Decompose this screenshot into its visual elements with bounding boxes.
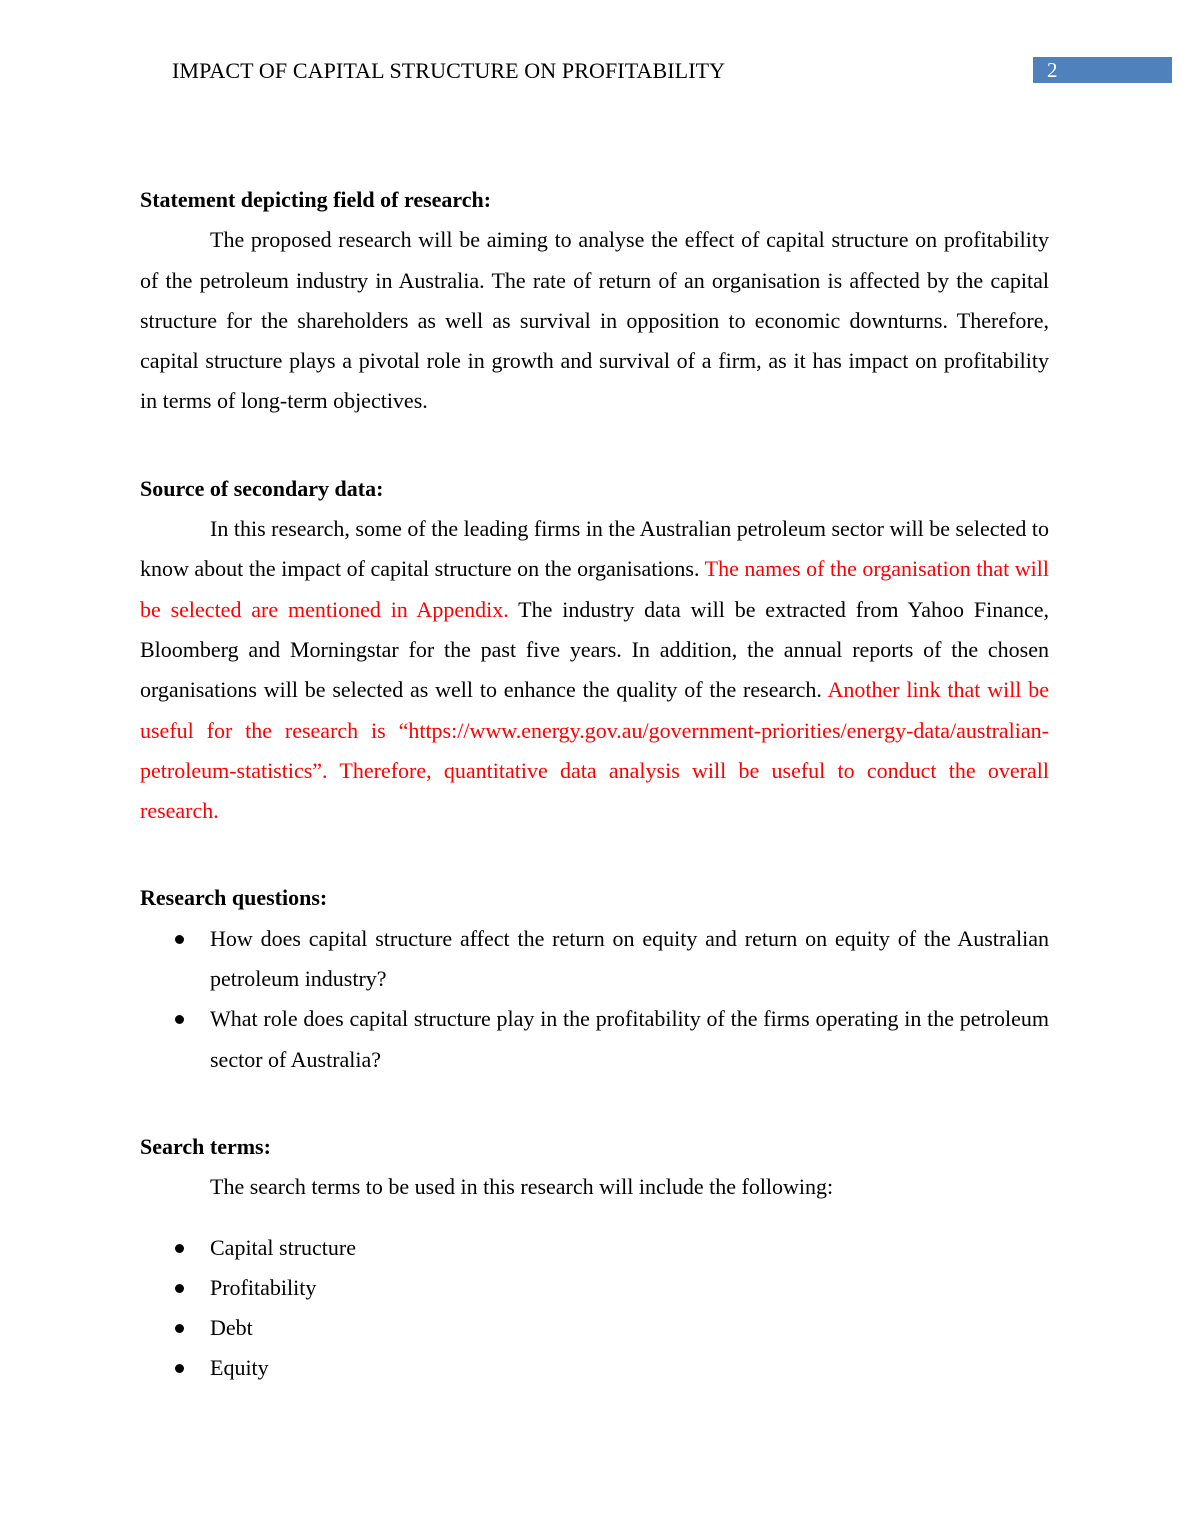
search-term-item bbox=[140, 1268, 1049, 1308]
secondary-data-text-3: The industry data will be extracted from Yahoo Finance, Bloomberg and Morningstar for the past five years. In addition, the annual reports of the chosen organisations will be selected as well to enhance the quality of the research. bbox=[140, 596, 1049, 703]
section-spacer bbox=[140, 831, 1049, 878]
research-questions-heading: Research questions: bbox=[140, 885, 328, 911]
bullet-icon bbox=[175, 935, 184, 944]
research-question-item bbox=[140, 999, 1049, 1080]
research-question-text: How does capital structure affect the return on equity and return on equity of the Australian petroleum industry? bbox=[210, 925, 1049, 992]
search-term-item bbox=[140, 1308, 1049, 1348]
bullet-icon bbox=[175, 1015, 184, 1024]
secondary-data-link-note: Another link that will be useful for the research is “https://www.energy.gov.au/government-priorities/energy-data/australian-petroleum-statistics”. Therefore, quantitative data analysis will be useful to conduct the overall research. bbox=[140, 677, 1049, 824]
document-body bbox=[140, 180, 1049, 1389]
section-spacer bbox=[140, 1080, 1049, 1127]
research-question-text: What role does capital structure play in the profitability of the firms operating in the petroleum sector of Australia? bbox=[210, 1006, 1049, 1072]
field-of-research-paragraph: The proposed research will be aiming to analyse the effect of capital structure on profitability of the petroleum industry in Australia. The rate of return of an organisation is affected by the capital structure for the shareholders as well as survival in opposition to economic downturns. Therefore, capital structure plays a pivotal role in growth and survival of a firm, as it has impact on profitability in terms of long-term objectives. bbox=[140, 227, 1049, 414]
bullet-icon bbox=[175, 1364, 184, 1373]
secondary-data-appendix-note: The names of the organisation that will be selected are mentioned in Appendix. bbox=[140, 556, 1049, 622]
secondary-data-heading: Source of secondary data: bbox=[140, 475, 384, 501]
field-of-research-heading: Statement depicting field of research: bbox=[140, 187, 492, 212]
section-spacer bbox=[140, 422, 1049, 469]
search-term-item bbox=[140, 1228, 1049, 1268]
search-terms-intro: The search terms to be used in this research will include the following: bbox=[210, 1174, 834, 1200]
running-head-title: IMPACT OF CAPITAL STRUCTURE ON PROFITABILITY bbox=[172, 58, 726, 83]
search-term-text: Debt bbox=[210, 1315, 253, 1341]
research-questions-list bbox=[140, 919, 1049, 1080]
list-spacer bbox=[140, 1208, 1049, 1228]
search-term-text: Equity bbox=[210, 1355, 269, 1381]
page-number: 2 bbox=[1047, 58, 1058, 82]
page-number-badge bbox=[1033, 57, 1172, 83]
search-terms-heading: Search terms: bbox=[140, 1133, 271, 1159]
bullet-icon bbox=[175, 1324, 184, 1333]
bullet-icon bbox=[175, 1284, 184, 1293]
secondary-data-text-1: In this research, some of the leading firms in the Australian petroleum sector will be selected to know about the impact of capital structure on the organisations. bbox=[140, 516, 1049, 582]
bullet-icon bbox=[175, 1244, 184, 1253]
search-term-text: Capital structure bbox=[210, 1234, 357, 1260]
research-question-item bbox=[140, 919, 1049, 1000]
search-term-text: Profitability bbox=[210, 1274, 317, 1300]
secondary-data-paragraph bbox=[140, 509, 1049, 831]
search-terms-list bbox=[140, 1228, 1049, 1389]
search-term-item bbox=[140, 1348, 1049, 1388]
